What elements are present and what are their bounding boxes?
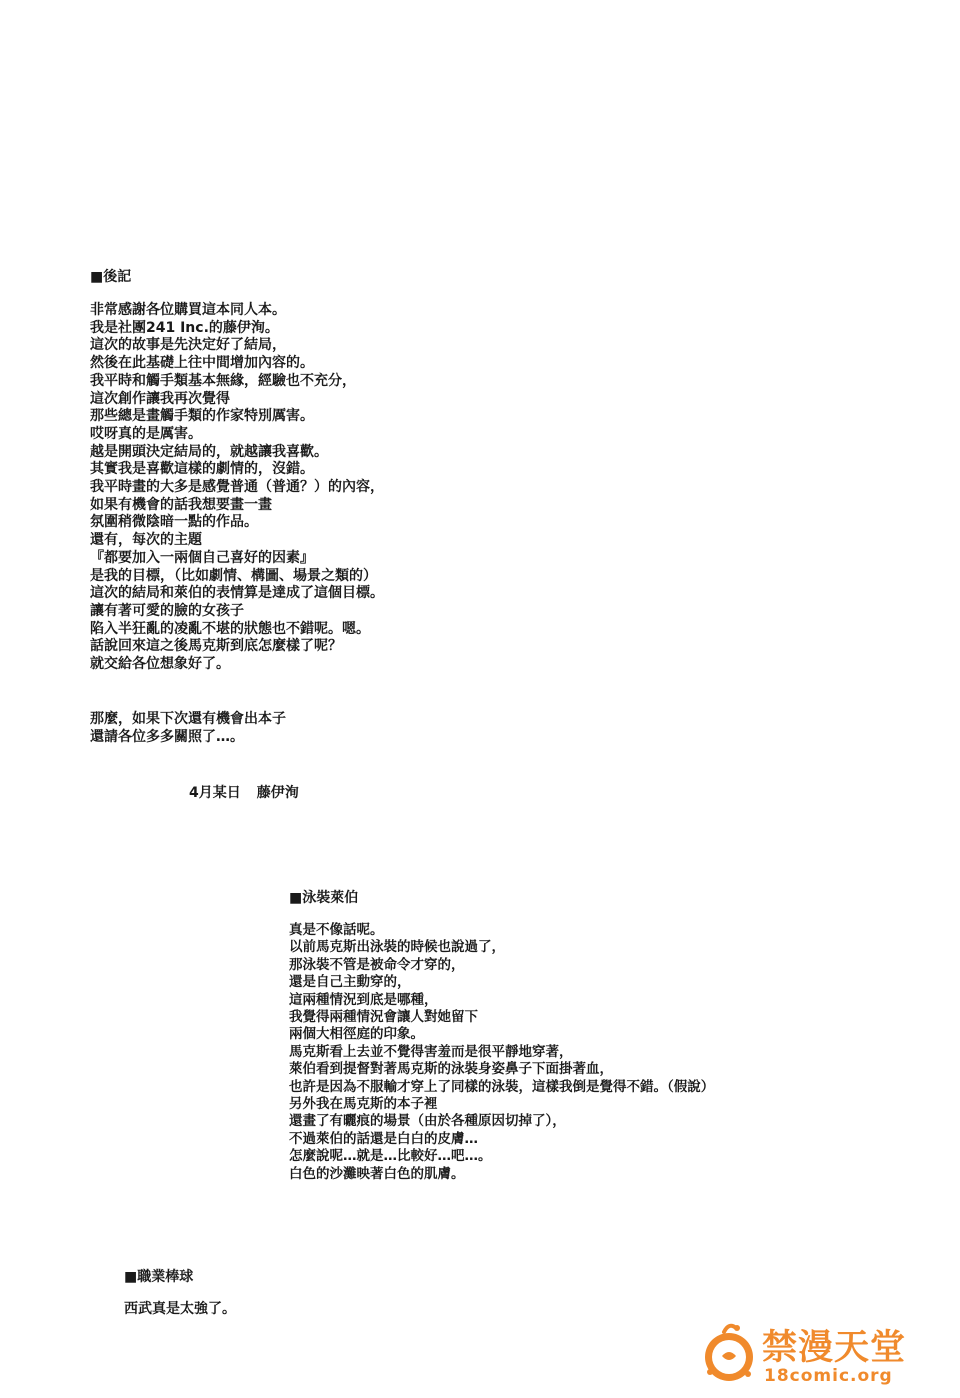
afterword-body — [90, 302, 384, 674]
swimsuit-line: 萊伯看到提督對著馬克斯的泳裝身姿鼻子下面掛著血， — [289, 1061, 613, 1078]
swimsuit-line: 不過萊伯的話還是白白的皮膚… — [289, 1130, 478, 1147]
afterword-line: 就交給各位想象好了。 — [90, 656, 230, 673]
swimsuit-line: 以前馬克斯出泳裝的時候也說過了， — [289, 939, 505, 956]
signature — [189, 782, 299, 802]
afterword-line: 非常感謝各位購買這本同人本。 — [90, 302, 286, 318]
mascot-logo-icon — [700, 1322, 758, 1384]
afterword-line: 這次的結局和萊伯的表情算是達成了這個目標。 — [90, 585, 384, 602]
watermark — [700, 1318, 920, 1392]
afterword-line: 氛圍稍微陰暗一點的作品。 — [90, 514, 258, 531]
afterword-line: 然後在此基礎上往中間增加內容的。 — [90, 355, 314, 372]
swimsuit-line: 真是不像話呢。 — [289, 922, 384, 938]
baseball-line: 西武真是太強了。 — [124, 1301, 236, 1317]
swimsuit-line: 白色的沙灘映著白色的肌膚。 — [289, 1165, 465, 1182]
afterword-line: 我平時和觸手類基本無緣，經驗也不充分， — [90, 372, 356, 389]
afterword-line: 我是社團241 Inc.的藤伊洵。 — [90, 319, 279, 336]
afterword-line: 這次的故事是先決定好了結局， — [90, 337, 286, 354]
closing-body — [90, 711, 286, 746]
swimsuit-line: 另外我在馬克斯的本子裡 — [289, 1096, 438, 1113]
swimsuit-line: 馬克斯看上去並不覺得害羞而是很平靜地穿著， — [289, 1043, 573, 1060]
swimsuit-line: 還是自己主動穿的， — [289, 974, 411, 991]
closing-line: 還請各位多多關照了…。 — [90, 728, 244, 745]
afterword-line: 這次創作讓我再次覺得 — [90, 390, 230, 407]
closing-line: 那麼，如果下次還有機會出本子 — [90, 711, 286, 727]
afterword-line: 還有，每次的主題 — [90, 532, 202, 549]
afterword-line: 如果有機會的話我想要畫一畫 — [90, 496, 272, 513]
afterword-line: 哎呀真的是厲害。 — [90, 425, 202, 442]
swimsuit-heading: ■泳裝萊伯 — [289, 890, 359, 906]
afterword-line: 越是開頭決定結局的，就越讓我喜歡。 — [90, 443, 328, 460]
afterword-line: 『都要加入一兩個自己喜好的因素』 — [90, 549, 314, 566]
watermark-subtitle: 18comic.org — [764, 1366, 893, 1386]
swimsuit-line: 那泳裝不管是被命令才穿的， — [289, 956, 465, 973]
afterword-line: 那些總是畫觸手類的作家特別厲害。 — [90, 408, 314, 425]
signature-name: 藤伊洵 — [256, 785, 299, 801]
afterword-line: 陷入半狂亂的凌亂不堪的狀態也不錯呢。嗯。 — [90, 620, 370, 637]
swimsuit-line: 這兩種情況到底是哪種， — [289, 991, 438, 1008]
afterword-line: 是我的目標，（比如劇情、構圖、場景之類的） — [90, 567, 377, 584]
watermark-title: 禁漫天堂 — [762, 1328, 907, 1368]
afterword-line: 其實我是喜歡這樣的劇情的，沒錯。 — [90, 461, 314, 478]
baseball-heading: ■職業棒球 — [124, 1269, 194, 1285]
swimsuit-line: 我覺得兩種情況會讓人對她留下 — [289, 1009, 478, 1026]
swimsuit-line: 也許是因為不服輸才穿上了同樣的泳裝，這樣我倒是覺得不錯。（假說） — [289, 1078, 715, 1095]
afterword-line: 話說回來這之後馬克斯到底怎麼樣了呢？ — [90, 638, 342, 655]
afterword-line: 讓有著可愛的臉的女孩子 — [90, 602, 244, 619]
swimsuit-body — [289, 922, 714, 1183]
baseball-body — [124, 1301, 236, 1319]
swimsuit-line: 兩個大相徑庭的印象。 — [289, 1026, 424, 1043]
afterword-line: 我平時畫的大多是感覺普通（普通？）的內容， — [90, 479, 384, 496]
signature-date: 4月某日 — [189, 785, 241, 801]
swimsuit-line: 還畫了有曬痕的場景（由於各種原因切掉了）， — [289, 1113, 566, 1130]
swimsuit-line: 怎麼說呢…就是…比較好…吧…。 — [289, 1148, 492, 1165]
afterword-heading: ■後記 — [90, 269, 132, 285]
